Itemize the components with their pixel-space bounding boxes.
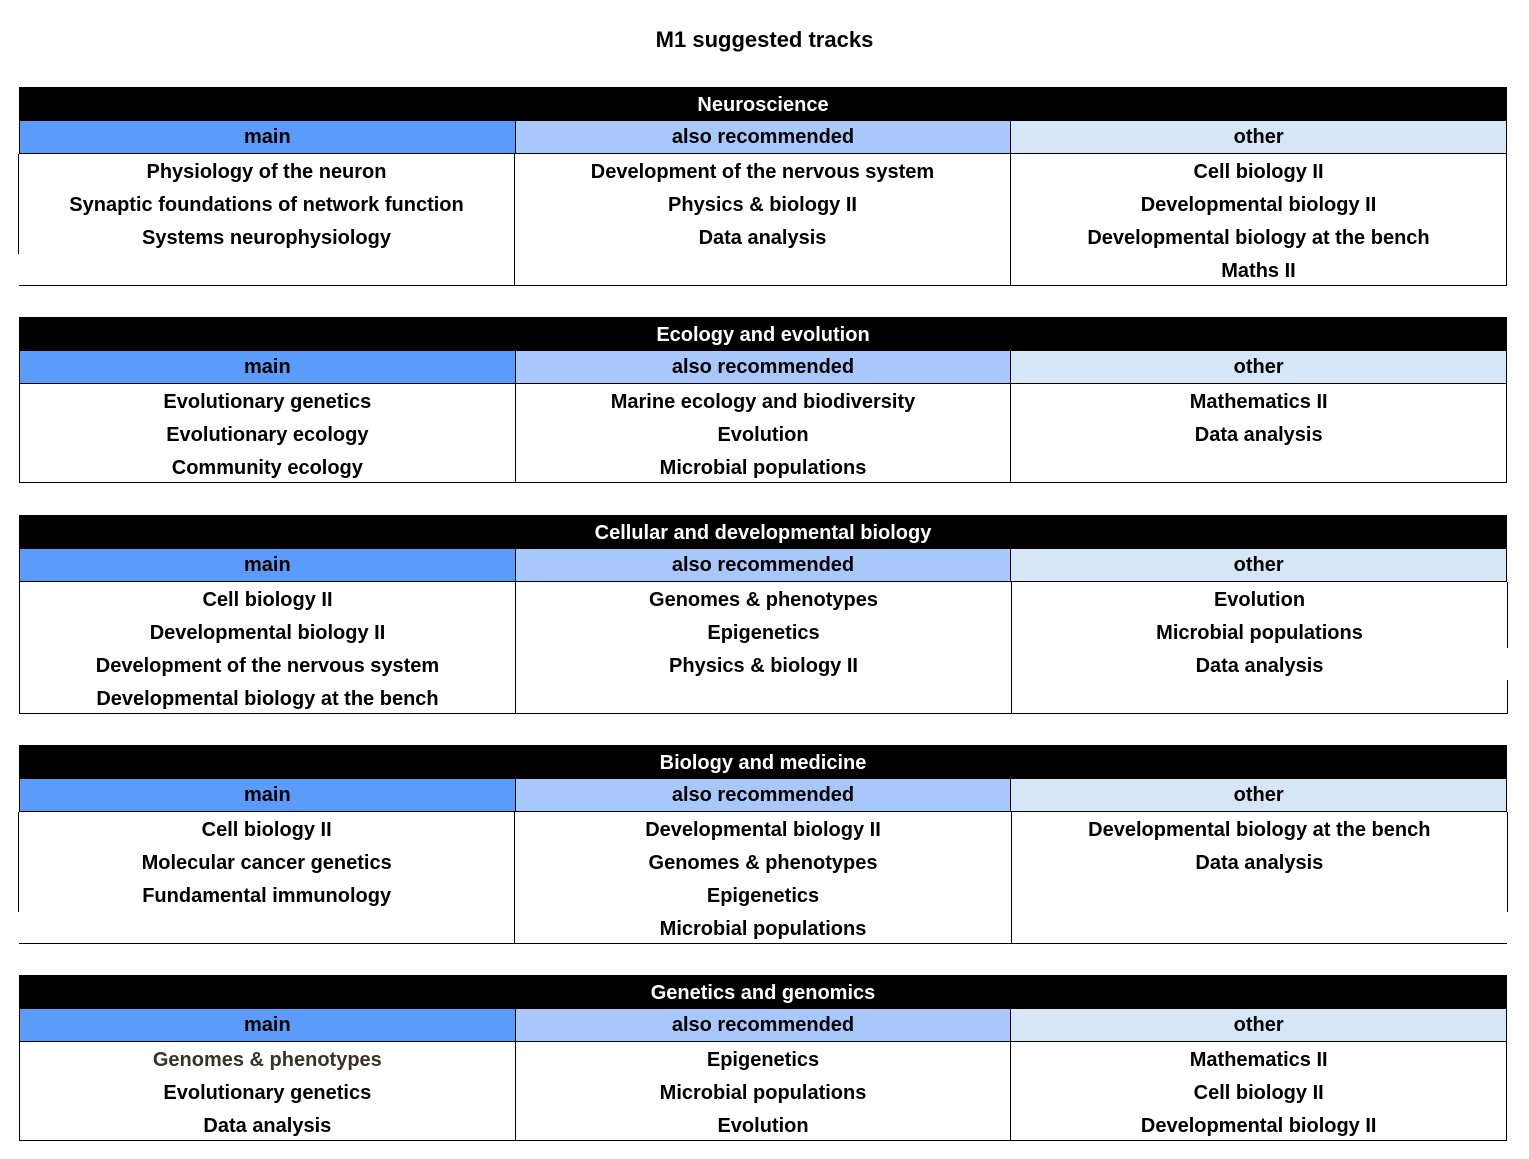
course-item: Cell biology II: [202, 589, 333, 611]
course-item: Microbial populations: [659, 457, 867, 479]
course-item: Epigenetics: [706, 1049, 820, 1071]
column-header-other: other: [1010, 1009, 1506, 1041]
other-column: [1010, 154, 1506, 285]
track-table-genetics-and-genomics: [19, 975, 1507, 1141]
column-header-main: main: [20, 351, 515, 383]
course-item: Mathematics II: [1189, 391, 1328, 413]
other-column: [1011, 812, 1507, 943]
course-item: Developmental biology II: [1140, 1115, 1377, 1137]
course-item: Physics & biology II: [669, 655, 858, 677]
track-body: [19, 812, 1507, 944]
course-item: Evolutionary genetics: [163, 1082, 372, 1104]
course-item: Evolution: [717, 424, 809, 446]
course-item: Fundamental immunology: [142, 885, 392, 907]
column-header-also-recommended: also recommended: [515, 549, 1011, 581]
track-header: Genetics and genomics: [19, 975, 1507, 1009]
column-header-main: main: [20, 779, 515, 811]
track-header: Biology and medicine: [19, 745, 1507, 779]
track-body: [19, 582, 1507, 714]
course-item: Evolution: [1213, 589, 1306, 611]
course-item: Developmental biology II: [149, 622, 386, 644]
course-item: Development of the nervous system: [95, 655, 440, 677]
course-item: Data analysis: [1195, 655, 1324, 677]
main-column: [20, 1042, 515, 1140]
course-item: Developmental biology at the bench: [96, 688, 439, 710]
course-item: Developmental biology at the bench: [1088, 819, 1431, 841]
course-item: Microbial populations: [1156, 622, 1363, 644]
also-recommended-column: [515, 582, 1011, 713]
course-item: Epigenetics: [706, 885, 820, 907]
course-item: Community ecology: [171, 457, 363, 479]
column-header-also-recommended: also recommended: [515, 779, 1011, 811]
course-item: Genomes & phenotypes: [648, 852, 878, 874]
track-body: [19, 384, 1507, 483]
course-item: Data analysis: [203, 1115, 332, 1137]
column-header-other: other: [1010, 549, 1506, 581]
track-header: Ecology and evolution: [19, 317, 1507, 351]
course-item: Data analysis: [698, 227, 827, 249]
main-column: [20, 582, 515, 713]
column-header-other: other: [1010, 121, 1506, 153]
course-item: Microbial populations: [659, 918, 867, 940]
course-item: Physics & biology II: [668, 194, 857, 216]
page-title: M1 suggested tracks: [655, 27, 874, 52]
course-item: Data analysis: [1194, 424, 1323, 446]
course-item: Physiology of the neuron: [146, 161, 387, 183]
course-item: Cell biology II: [201, 819, 332, 841]
main-column: [19, 812, 514, 943]
also-recommended-column: [514, 812, 1010, 943]
course-item: Molecular cancer genetics: [141, 852, 392, 874]
also-recommended-column: [515, 1042, 1011, 1140]
column-header-also-recommended: also recommended: [515, 121, 1011, 153]
track-body: [19, 1042, 1507, 1141]
course-item: Microbial populations: [659, 1082, 867, 1104]
other-column: [1010, 1042, 1506, 1140]
left-border: [18, 154, 19, 254]
column-headers: [19, 351, 1507, 384]
course-item: Genomes & phenotypes: [649, 589, 878, 611]
right-border: [1507, 812, 1508, 912]
course-item: Developmental biology at the bench: [1087, 227, 1430, 249]
track-header: Cellular and developmental biology: [19, 515, 1507, 549]
track-table-cellular-and-developmental-biology: [19, 515, 1507, 714]
column-headers: [19, 1009, 1507, 1042]
column-header-main: main: [20, 549, 515, 581]
track-table-ecology-and-evolution: [19, 317, 1507, 483]
column-headers: [19, 779, 1507, 812]
course-item: Developmental biology II: [1140, 194, 1377, 216]
course-item: Evolution: [717, 1115, 809, 1137]
main-column: [20, 384, 515, 482]
column-header-other: other: [1010, 779, 1506, 811]
column-headers: [19, 121, 1507, 154]
course-item: Evolutionary genetics: [163, 391, 372, 413]
column-headers: [19, 549, 1507, 582]
course-item: Cell biology II: [1193, 1082, 1324, 1104]
also-recommended-column: [515, 384, 1011, 482]
column-header-main: main: [20, 1009, 515, 1041]
track-header: Neuroscience: [19, 87, 1507, 121]
main-column: [19, 154, 514, 285]
other-column: [1011, 582, 1507, 713]
track-table-neuroscience: [19, 87, 1507, 286]
column-header-main: main: [20, 121, 515, 153]
course-item: Mathematics II: [1189, 1049, 1328, 1071]
also-recommended-column: [514, 154, 1010, 285]
course-item: Synaptic foundations of network function: [69, 194, 464, 216]
column-header-also-recommended: also recommended: [515, 351, 1011, 383]
right-border: [1507, 680, 1508, 714]
track-body: [19, 154, 1507, 286]
course-item: Systems neurophysiology: [142, 227, 391, 249]
course-item: Cell biology II: [1193, 161, 1324, 183]
column-header-also-recommended: also recommended: [515, 1009, 1011, 1041]
track-table-biology-and-medicine: [19, 745, 1507, 944]
column-header-other: other: [1010, 351, 1506, 383]
left-border: [18, 812, 19, 912]
course-item: Maths II: [1221, 260, 1296, 282]
course-item: Developmental biology II: [645, 819, 881, 841]
right-border: [1507, 582, 1508, 648]
course-item-highlighted: Genomes & phenotypes: [152, 1049, 382, 1071]
other-column: [1010, 384, 1506, 482]
course-item: Evolutionary ecology: [166, 424, 369, 446]
course-item: Epigenetics: [707, 622, 820, 644]
course-item: Development of the nervous system: [590, 161, 935, 183]
course-item: Marine ecology and biodiversity: [610, 391, 916, 413]
course-item: Data analysis: [1195, 852, 1324, 874]
